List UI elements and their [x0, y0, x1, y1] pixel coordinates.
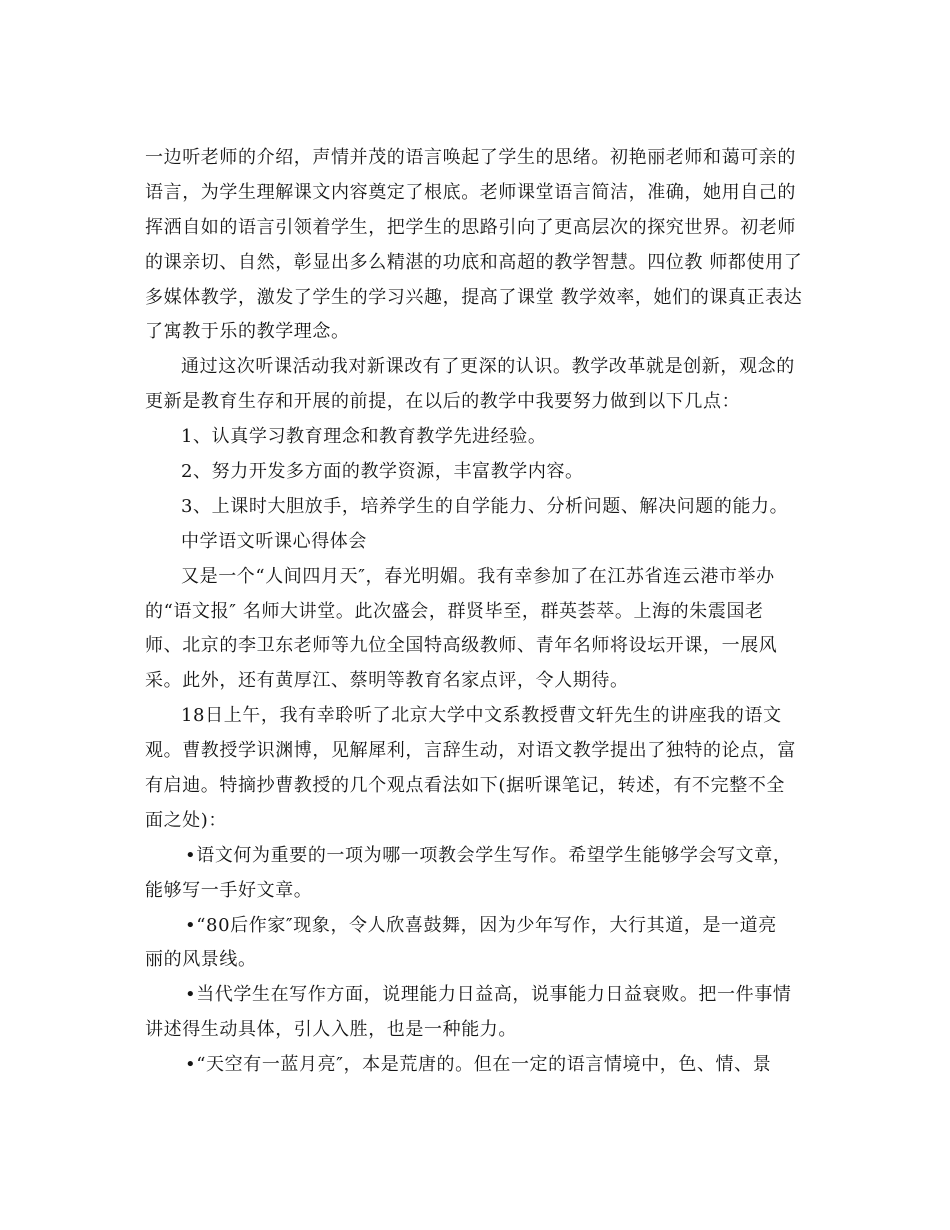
text-line: 讲述得生动具体，引人入胜，也是一种能力。 — [145, 1019, 517, 1041]
text-line: 的“语文报″ 名师大讲堂。此次盛会，群贤毕至，群英荟萃。上海的朱震国老 — [145, 600, 764, 622]
paragraph-start-line: 又是一个“人间四月天″，春光明媚。我有幸参加了在江苏省连云港市举办 — [181, 565, 775, 587]
bullet-line: •语文何为重要的一项为哪一项教会学生写作。希望学生能够学会写文章， — [185, 844, 792, 866]
text-line: 了寓教于乐的教学理念。 — [145, 321, 350, 343]
text-line: 能够写一手好文章。 — [145, 879, 313, 901]
text-line: 丽的风景线。 — [145, 949, 257, 971]
paragraph-start-line: 18日上午，我有幸聆听了北京大学中文系教授曹文轩先生的讲座我的语文 — [181, 705, 782, 727]
list-item-2: 2、努力开发多方面的教学资源，丰富教学内容。 — [181, 461, 584, 483]
bullet-line: •“天空有一蓝月亮″，本是荒唐的。但在一定的语言情境中，色、情、景 — [185, 1054, 772, 1076]
section-heading: 中学语文听课心得体会 — [181, 530, 367, 552]
paragraph-start-line: 通过这次听课活动我对新课改有了更深的认识。教学改革就是创新，观念的 — [181, 356, 795, 378]
document-body — [145, 141, 805, 1083]
text-line: 一边听老师的介绍，声情并茂的语言唤起了学生的思绪。初艳丽老师和蔼可亲的 — [145, 147, 796, 168]
text-line: 有启迪。特摘抄曹教授的几个观点看法如下(据听课笔记，转述，有不完整不全 — [145, 775, 786, 797]
list-item-1: 1、认真学习教育理念和教育教学先进经验。 — [181, 426, 547, 448]
text-line: 语言，为学生理解课文内容奠定了根底。老师课堂语言简洁，准确，她用自己的 — [145, 181, 796, 203]
text-line: 观。曹教授学识渊博，见解犀利，言辞生动，对语文教学提出了独特的论点，富 — [145, 740, 796, 762]
bullet-line: •当代学生在写作方面，说理能力日益高，说事能力日益衰败。把一件事情 — [185, 984, 792, 1006]
text-line: 师、北京的李卫东老师等九位全国特高级教师、青年名师将设坛开课，一展风 — [145, 635, 778, 657]
bullet-line: •“80后作家″现象，令人欣喜鼓舞，因为少年写作，大行其道，是一道亮 — [185, 914, 777, 936]
text-line: 面之处)： — [145, 809, 228, 831]
text-line: 更新是教育生存和开展的前提，在以后的教学中我要努力做到以下几点： — [145, 391, 741, 413]
text-line: 采。此外，还有黄厚江、蔡明等教育名家点评，令人期待。 — [145, 670, 629, 692]
list-item-3: 3、上课时大胆放手，培养学生的自学能力、分析问题、解决问题的能力。 — [181, 495, 789, 517]
text-line: 多媒体教学，激发了学生的学习兴趣，提高了课堂 教学效率，她们的课真正表达 — [145, 286, 803, 308]
text-line: 挥洒自如的语言引领着学生，把学生的思路引向了更高层次的探究世界。初老师 — [145, 216, 796, 238]
text-line: 的课亲切、自然，彰显出多么精湛的功底和高超的教学智慧。四位教 师都使用了 — [145, 251, 803, 273]
